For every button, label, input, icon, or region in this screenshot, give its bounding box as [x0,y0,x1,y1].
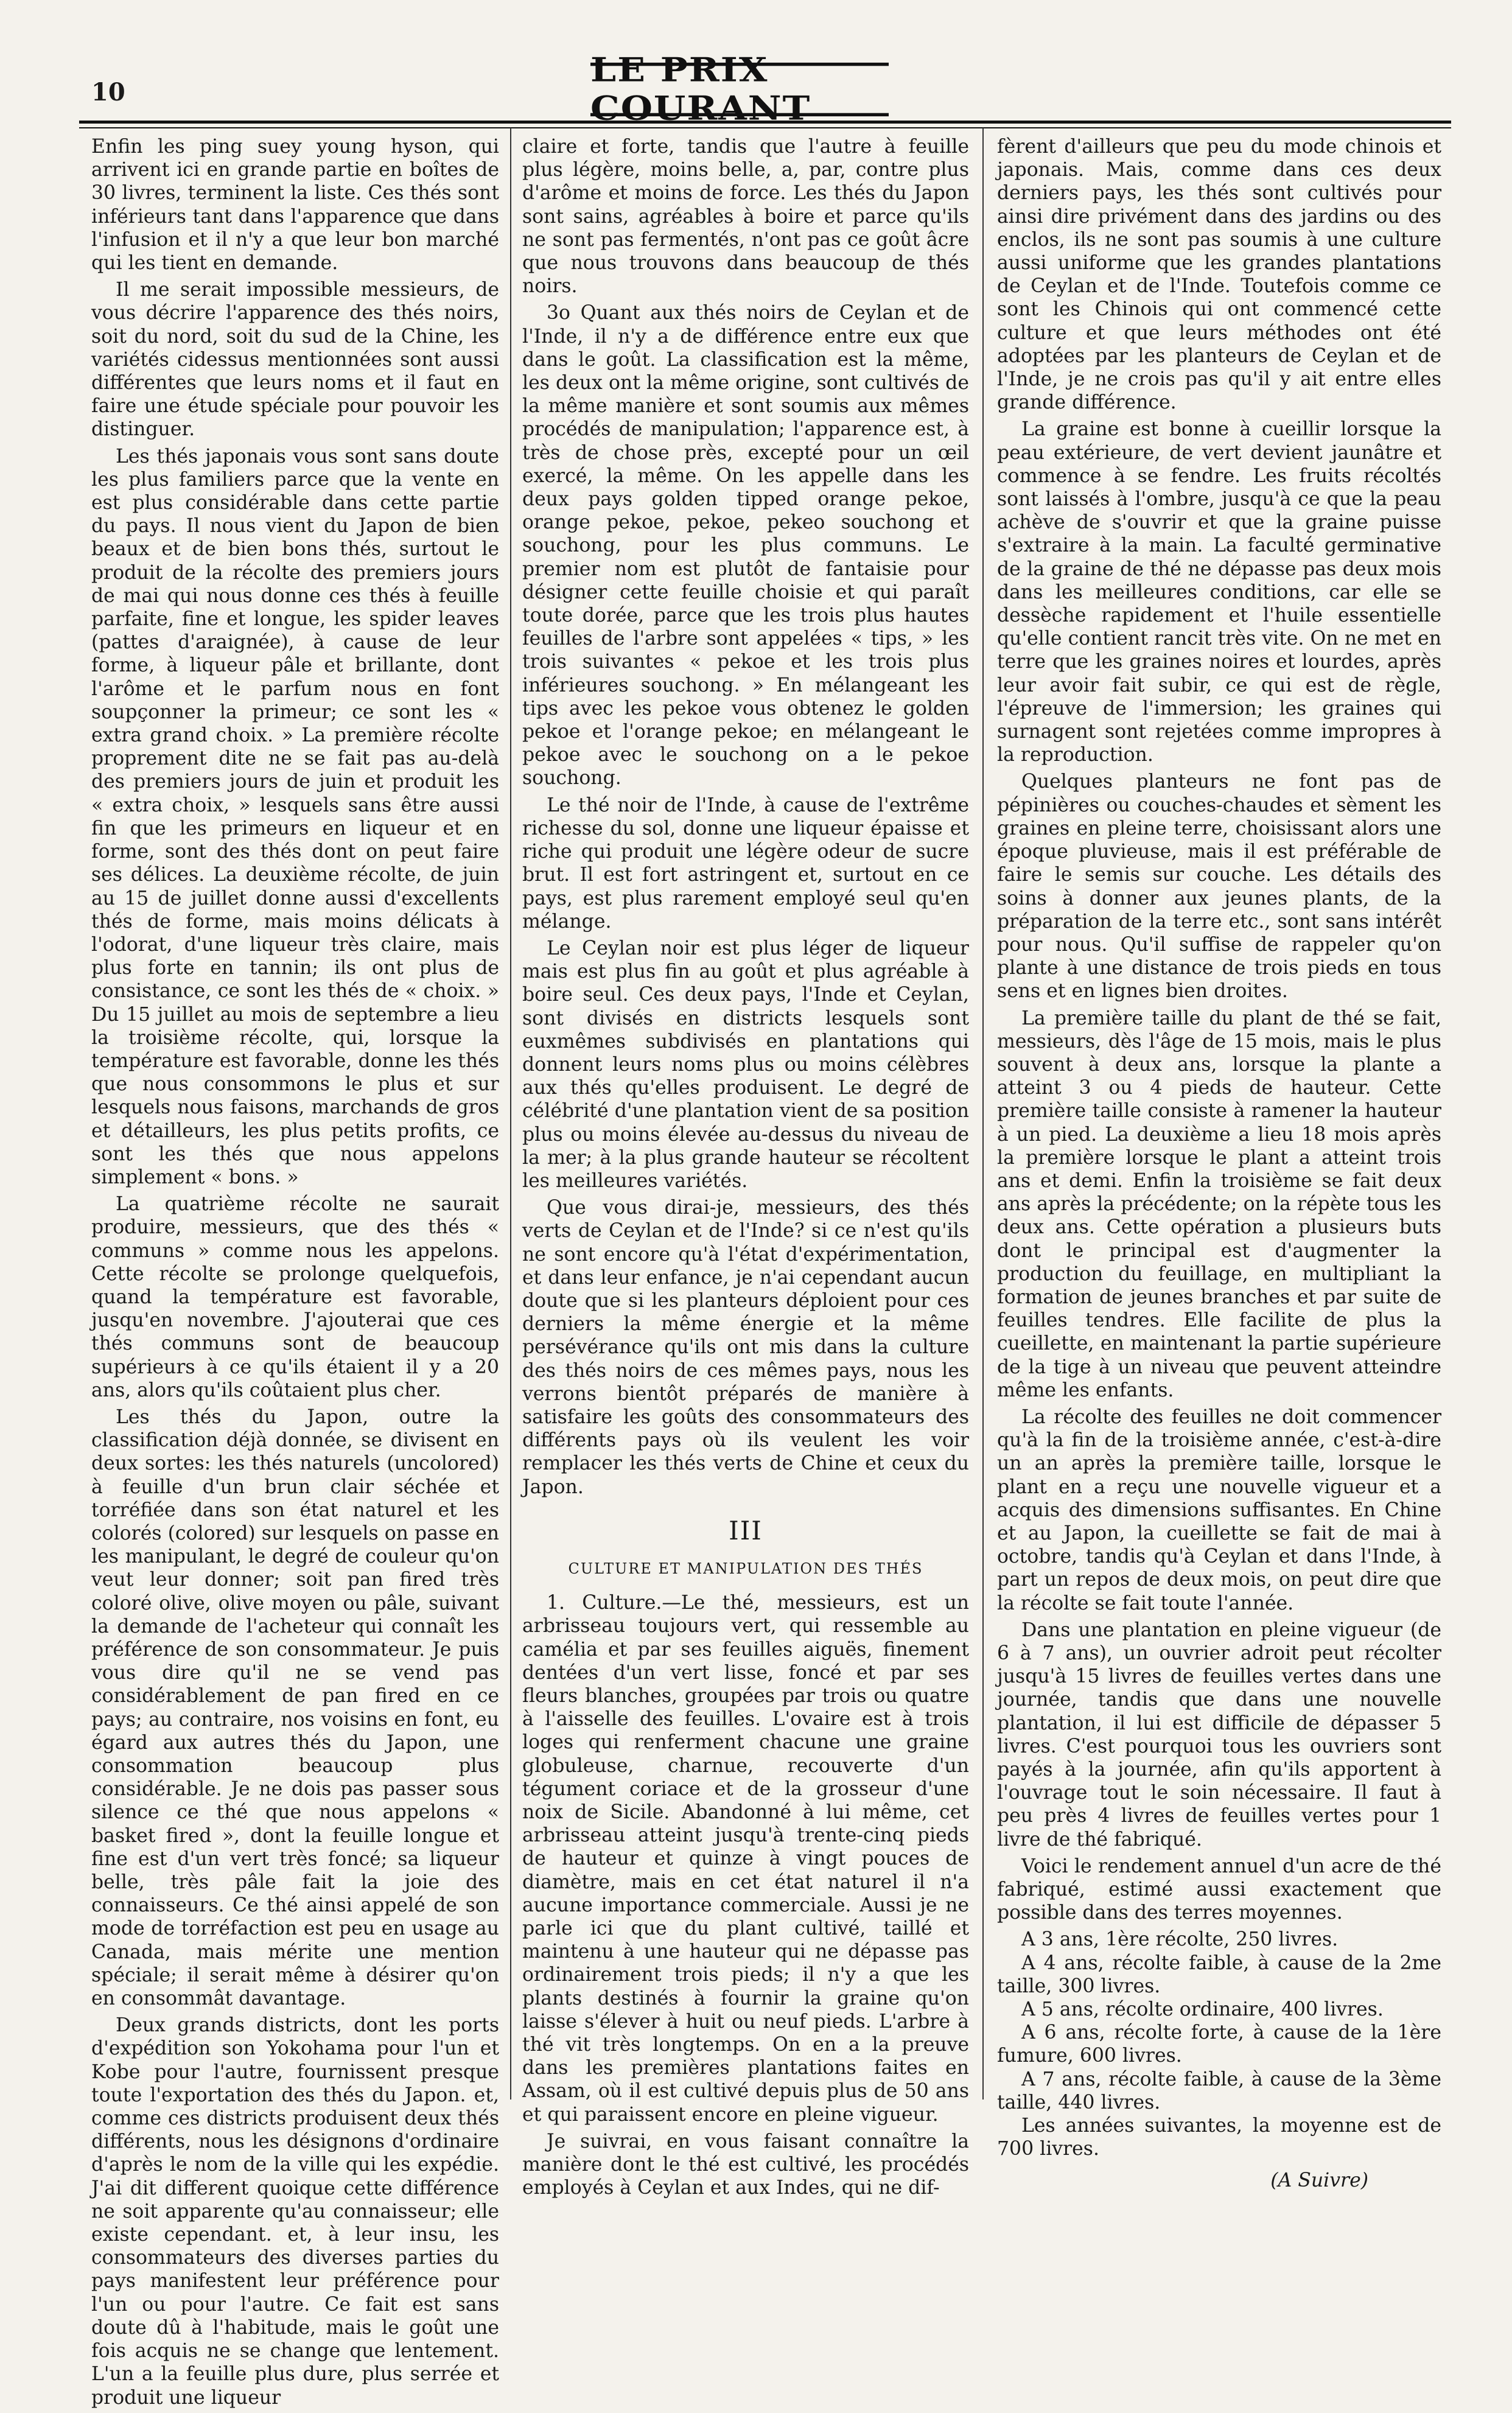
column-divider [510,128,511,2100]
paragraph: Que vous dirai-je, messieurs, des thés verts de Ceylan et de l'Inde? si ce n'est qu'ils ne sont encore qu'à l'état d'expérimentation, et dans leur enfance, je n'ai cependant aucun doute que si les planteurs déploient pour ces derniers la même énergie et la même persévérance qu'ils ont mis dans la culture des thés noirs de ces mêmes pays, nous les verrons bientôt préparés de manière à satisfaire les goûts des consommateurs des différents pays où ils veulent les voir remplacer les thés verts de Chine et ceux du Japon. [522,1197,969,1498]
page-number: 10 [91,78,125,107]
column-2 [522,135,969,2203]
paragraph: La quatrième récolte ne saurait produire, messieurs, que des thés « communs » comme nous les appelons. Cette récolte se prolonge quelquefois, quand la température est favorable, jusqu'en novembre. J'ajouterai que ces thés communs sont de beaucoup supérieurs à ce qu'ils étaient il y a 20 ans, alors qu'ils coûtaient plus cher. [91,1193,499,1401]
harvest-item: A 5 ans, récolte ordinaire, 400 livres. [1021,1998,1384,2021]
header-rule [79,121,1451,128]
paragraph: Le Ceylan noir est plus léger de liqueur mais est plus fin au goût et plus agréable à boire seul. Ces deux pays, l'Inde et Ceylan, sont divisés en districts lesquels sont euxmêmes subdivisés en plantations qui donnent leurs noms plus ou moins célèbres aux thés qu'elles produisent. Le degré de célébrité d'une plantation vient de sa position plus ou moins élevée au-dessus du niveau de la mer; à la plus grande hauteur se récoltent les meilleures variétés. [522,937,969,1192]
harvest-item: Les années suivantes, la moyenne est de 700 livres. [997,2115,1441,2160]
paragraph: Les thés du Japon, outre la classification déjà donnée, se divisent en deux sortes: les thés naturels (uncolored) à feuille d'un brun clair séchée et torréfiée dans son état naturel et les colorés (colored) sur lesquels on passe en les manipulant, le degré de couleur qu'on veut leur donner; soit pan fired très coloré olive, olive moyen ou pâle, suivant la demande de l'acheteur qui connaît les préférence de son consommateur. Je puis vous dire qu'il ne se vend pas considérablement de pan fired en ce pays; au contraire, nos voisins en font, eu égard aux autres thés du Japon, une consommation beaucoup plus considérable. Je ne dois pas passer sous silence ce thé que nous appelons « basket fired », dont la feuille longue et fine est d'un vert très foncé; sa liqueur belle, très pâle fait la joie des connaisseurs. Ce thé ainsi appelé de son mode de torréfaction est peu en usage au Canada, mais mérite une mention spéciale; il serait même à désirer qu'on en consommât davantage. [91,1406,499,2010]
column-divider [982,128,984,2100]
column-3 [997,135,1441,2193]
paragraph: Je suivrai, en vous faisant connaître la manière dont le thé est cultivé, les procédés employés à Ceylan et aux Indes, qui ne dif- [522,2130,969,2199]
masthead-logo: LE PRIX COURANT [590,63,889,116]
paragraph: Voici le rendement annuel d'un acre de thé fabriqué, estimé aussi exactement que possible dans des terres moyennes. [997,1855,1441,1924]
paragraph: La récolte des feuilles ne doit commencer qu'à la fin de la troisième année, c'est-à-dire un an après la première taille, lorsque le plant en a reçu une nouvelle vigueur et a acquis des dimensions suffisantes. En Chine et au Japon, la cueillette se fait de mai à octobre, tandis qu'à Ceylan et dans l'Inde, à part un repos de deux mois, on peut dire que la récolte se fait toute l'année. [997,1406,1441,1614]
column-1 [91,135,499,2413]
continued-note: (A Suivre) [1270,2170,1368,2192]
paragraph: fèrent d'ailleurs que peu du mode chinois et japonais. Mais, comme dans ces deux derniers pays, les thés sont cultivés pour ainsi dire privément dans des jardins ou des enclos, ils ne sont pas soumis à une culture aussi uniforme que les grandes plantations de Ceylan et de l'Inde. Toutefois comme ce sont les Chinois qui ont commencé cette culture et que leurs méthodes ont été adoptées par les planteurs de Ceylan et de l'Inde, je ne crois pas qu'il y ait entre elles grande différence. [997,136,1441,414]
paragraph: Enfin les ping suey young hyson, qui arrivent ici en grande partie en boîtes de 30 livres, terminent la liste. Ces thés sont inférieurs tant dans l'apparence que dans l'infusion et il n'y a que leur bon marché qui les tient en demande. [91,136,499,275]
paragraph: Les thés japonais vous sont sans doute les plus familiers parce que la vente en est plus considérable dans cette partie du pays. Il nous vient du Japon de bien beaux et de bien bons thés, surtout le produit de la récolte des premiers jours de mai qui nous donne ces thés à feuille parfaite, fine et longue, les spider leaves (pattes d'araignée), à cause de leur forme, à liqueur pâle et brillante, dont l'arôme et le parfum nous en font soupçonner la primeur; ce sont les « extra grand choix. » La première récolte proprement dite ne se fait pas au-delà des premiers jours de juin et produit les « extra choix, » lesquels sans être aussi fin que les primeurs en liqueur et en forme, sont des thés dont on peut faire ses délices. La deuxième récolte, de juin au 15 de juillet donne aussi d'excellents thés de forme, mais moins délicats à l'odorat, d'une liqueur très claire, mais plus forte en tannin; ils ont plus de consistance, ce sont les thés de « choix. » Du 15 juillet au mois de septembre a lieu la troisième récolte, qui, lorsque la température est favorable, donne les thés que nous consommons le plus et sur lesquels nous faisons, marchands de gros et détailleurs, les plus petits profits, ce sont les thés que nous appelons simplement « bons. » [91,445,499,1188]
paragraph: La première taille du plant de thé se fait, messieurs, dès l'âge de 15 mois, mais le plus souvent à deux ans, lorsque la plante a atteint 3 ou 4 pieds de hauteur. Cette première taille consiste à ramener la hauteur à un pied. La deuxième a lieu 18 mois après la première lorsque le plant a atteint trois ans et demi. Enfin la troisième se fait deux ans après la précédente; on la répète tous les deux ans. Cette opération a plusieurs buts dont le principal est d'augmenter la production du feuillage, en multipliant la formation de jeunes branches et par suite de feuilles tendres. Elle facilite de plus la cueillette, en maintenant la partie supérieure de la tige à un niveau que peuvent atteindre même les enfants. [997,1007,1441,1401]
harvest-item: A 4 ans, récolte faible, à cause de la 2me taille, 300 livres. [997,1952,1441,1997]
paragraph: 1. Culture.—Le thé, messieurs, est un arbrisseau toujours vert, qui ressemble au camélia et par ses feuilles aiguës, finement dentées d'un vert lisse, foncé et par ses fleurs blanches, groupées par trois ou quatre à l'aisselle des feuilles. L'ovaire est à trois loges qui renferment chacune une graine globuleuse, charnue, recouverte d'un tégument coriace et de la grosseur d'une noix de Sicile. Abandonné à lui même, cet arbrisseau atteint jusqu'à trente-cinq pieds de hauteur et quinze à vingt pouces de diamètre, mais en cet état naturel il n'a aucune importance commerciale. Aussi je ne parle ici que du plant cultivé, taillé et maintenu à une hauteur qui ne dépasse pas ordinairement trois pieds; il n'y a que les plants destinés à fournir la graine qu'on laisse s'élever à huit ou neuf pieds. L'arbre à thé vit très longtemps. On en a la preuve dans les premières plantations faites en Assam, où il est cultivé depuis plus de 50 ans et qui paraissent encore en pleine vigueur. [522,1592,969,2126]
section-number: III [729,1515,763,1546]
paragraph: Deux grands districts, dont les ports d'expédition son Yokohama pour l'un et Kobe pour l'autre, fournissent presque toute l'exportation des thés du Japon. et, comme ces districts produisent deux thés différents, nous les désignons d'ordinaire d'après le nom de la ville qui les expédie. J'ai dit different quoique cette différence ne soit apparente qu'au connaisseur; elle existe cependant. et, à leur insu, les consommateurs des diverses parties du pays manifestent leur préférence pour l'un ou pour l'autre. Ce fait est sans doute dû à l'habitude, mais le goût une fois acquis ne se change que lentement. L'un a la feuille plus dure, plus serrée et produit une liqueur [91,2014,499,2409]
harvest-list [997,1928,1441,2160]
harvest-item: A 6 ans, récolte forte, à cause de la 1ère fumure, 600 livres. [997,2022,1441,2067]
harvest-item: A 3 ans, 1ère récolte, 250 livres. [1021,1928,1339,1951]
harvest-item: A 7 ans, récolte faible, à cause de la 3ème taille, 440 livres. [997,2068,1441,2114]
paragraph: Dans une plantation en pleine vigueur (de 6 à 7 ans), un ouvrier adroit peut récolter jusqu'à 15 livres de feuilles vertes dans une journée, tandis que dans une nouvelle plantation, il lui est difficile de dépasser 5 livres. C'est pourquoi tous les ouvriers sont payés à la journée, afin qu'ils apportent à l'ouvrage tout le soin nécessaire. Il faut à peu près 4 livres de feuilles vertes pour 1 livre de thé fabriqué. [997,1619,1441,1851]
paragraph: Il me serait impossible messieurs, de vous décrire l'apparence des thés noirs, soit du nord, soit du sud de la Chine, les variétés cidessus mentionnées sont aussi différentes que leurs noms et il faut en faire une étude spéciale pour pouvoir les distinguer. [91,279,499,441]
paragraph: 3o Quant aux thés noirs de Ceylan et de l'Inde, il n'y a de différence entre eux que dans le goût. La classification est la même, les deux ont la même origine, sont cultivés de la même manière et sont soumis aux mêmes procédés de manipulation; l'apparence est, à très de chose près, excepté pour un œil exercé, la même. On les appelle dans les deux pays golden tipped orange pekoe, orange pekoe, pekoe, pekeo souchong et souchong, pour les plus communs. Le premier nom est plutôt de fantaisie pour désigner cette feuille choisie et qui paraît toute dorée, parce que les trois plus hautes feuilles de l'arbre sont appelées « tips, » les trois suivantes « pekoe et les trois plus inférieures souchong. » En mélangeant les tips avec les pekoe vous obtenez le golden pekoe et l'orange pekoe; en mélangeant le pekoe avec le souchong on a le pekoe souchong. [522,302,969,790]
paragraph: Le thé noir de l'Inde, à cause de l'extrême richesse du sol, donne une liqueur épaisse et riche qui produit une légère odeur de sucre brut. Il est fort astringent et, surtout en ce pays, est plus rarement employé seul qu'en mélange. [522,794,969,933]
paragraph: Quelques planteurs ne font pas de pépinières ou couches-chaudes et sèment les graines en pleine terre, choisissant alors une époque pluvieuse, mais il est préférable de faire le semis sur couche. Les détails des soins à donner aux jeunes plants, de la préparation de la terre etc., sont sans intérêt pour nous. Qu'il suffise de rappeler qu'on plante à une distance de trois pieds en tous sens et en lignes bien droites. [997,771,1441,1003]
section-title: CULTURE ET MANIPULATION DES THÉS [568,1560,923,1577]
paragraph: claire et forte, tandis que l'autre à feuille plus légère, moins belle, a, par, contre plus d'arôme et moins de force. Les thés du Japon sont sains, agréables à boire et parce qu'ils ne sont pas fermentés, n'ont pas ce goût âcre que nous trouvons dans beaucoup de thés noirs. [522,136,969,298]
paragraph: La graine est bonne à cueillir lorsque la peau extérieure, de vert devient jaunâtre et commence à se fendre. Les fruits récoltés sont laissés à l'ombre, jusqu'à ce que la peau achève de s'ouvrir et que la graine puisse s'extraire à la main. La faculté germinative de la graine de thé ne dépasse pas deux mois dans les meilleures conditions, car elle se dessèche rapidement et l'huile essentielle qu'elle contient rancit très vite. On ne met en terre que les graines noires et lourdes, après leur avoir fait subir, ce qui est de règle, l'épreuve de l'immersion; les graines qui surnagent sont rejetées comme impropres à la reproduction. [997,418,1441,766]
